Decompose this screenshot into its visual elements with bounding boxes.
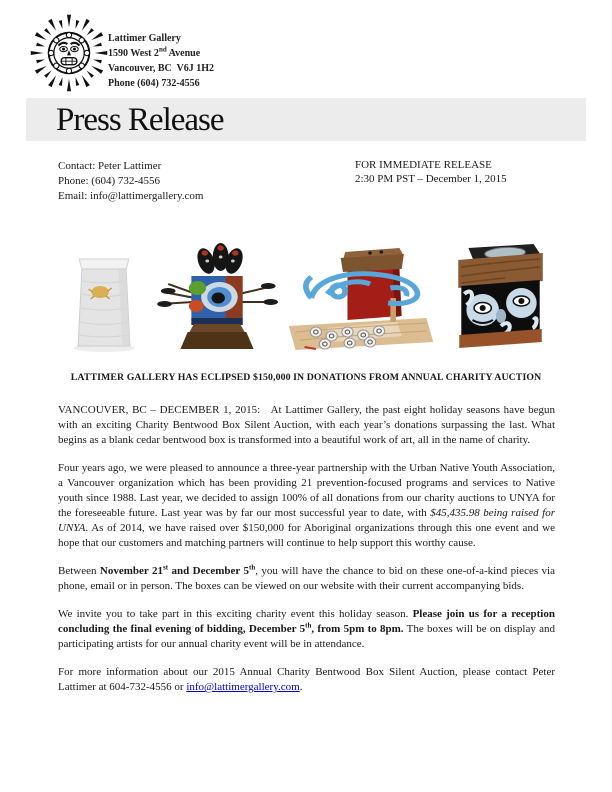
amount-raised-italic: $45,435.98 being raised for UNYA xyxy=(58,507,555,534)
paragraph-intro: VANCOUVER, BC – DECEMBER 1, 2015: At Lattimer Gallery, the past eight holiday seasons have begun with an exciting Charity Bentwood Box Silent Auction, with each year’s donations surpassing the last. What begins as a blank cedar bentwood box is transformed into a beautiful work of art, all in the name of charity. xyxy=(58,404,556,446)
photo-black-box-moon-face xyxy=(444,236,556,358)
paragraph-partnership: Four years ago, we were pleased to announce a three-year partnership with the Urban Native Youth Association, a Vancouver organization which has been providing 21 prevention-focused programs and services to Native youth since 1988. Last year, we decided to assign 100% of all donations from our charity auctions to UNYA for the foreseeable future. Last year was by far our most successful year to date, with $45,435.98 being raised for UNYA. As of 2014, we have raised over $150,000 for Aboriginal organizations through this one event and we hope that our customers and matching partners will continue to help support this worthy cause. xyxy=(58,462,555,549)
email-link[interactable]: info@lattimergallery.com xyxy=(186,681,300,693)
photo-painted-box-bird-heads xyxy=(156,236,278,358)
photo-frosted-glass-box xyxy=(56,236,152,358)
press-release-body xyxy=(58,403,555,708)
gallery-city: Vancouver, BC V6J 1H2 xyxy=(108,63,215,74)
gallery-name: Lattimer Gallery xyxy=(108,33,181,44)
gallery-phone: Phone (604) 732-4556 xyxy=(108,78,200,89)
banner-title: Press Release xyxy=(56,102,224,138)
paragraph-reception-invite: We invite you to take part in this exciting charity event this holiday season. Please join us for a reception concluding the final evening of bidding, December 5th, from 5pm to 8pm. The boxes will be on display and participating artists for our annual charity event will be in attendance. xyxy=(58,608,555,650)
release-datetime: 2:30 PM PST – December 1, 2015 xyxy=(355,173,507,185)
dateline: VANCOUVER, BC – DECEMBER 1, 2015: xyxy=(58,404,261,416)
contact-line: Contact: Peter Lattimer xyxy=(58,160,162,172)
paragraph-bidding-dates: Between November 21st and December 5th, you will have the chance to bid on these one-of-a-kind pieces via phone, email or in person. The boxes can be viewed on our website with their current accompanying bids. xyxy=(58,563,555,592)
press-release-banner xyxy=(26,98,586,141)
for-immediate-release: FOR IMMEDIATE RELEASE xyxy=(355,159,492,171)
paragraph-more-info: For more information about our 2015 Annual Charity Bentwood Box Silent Auction, please contact Peter Lattimer at 604-732-4556 or info@lattimergallery.com. xyxy=(58,666,555,693)
contact-email: Email: info@lattimergallery.com xyxy=(58,190,204,202)
press-release-headline: LATTIMER GALLERY HAS ECLIPSED $150,000 IN DONATIONS FROM ANNUAL CHARITY AUCTION xyxy=(70,372,542,383)
gallery-sun-mask-logo-icon xyxy=(30,14,108,94)
bentwood-box-photo-strip xyxy=(56,236,556,358)
gallery-address: 1590 West 2nd Avenue xyxy=(108,45,201,59)
contact-phone: Phone: (604) 732-4556 xyxy=(58,175,161,187)
photo-red-box-blue-whale xyxy=(282,236,440,358)
